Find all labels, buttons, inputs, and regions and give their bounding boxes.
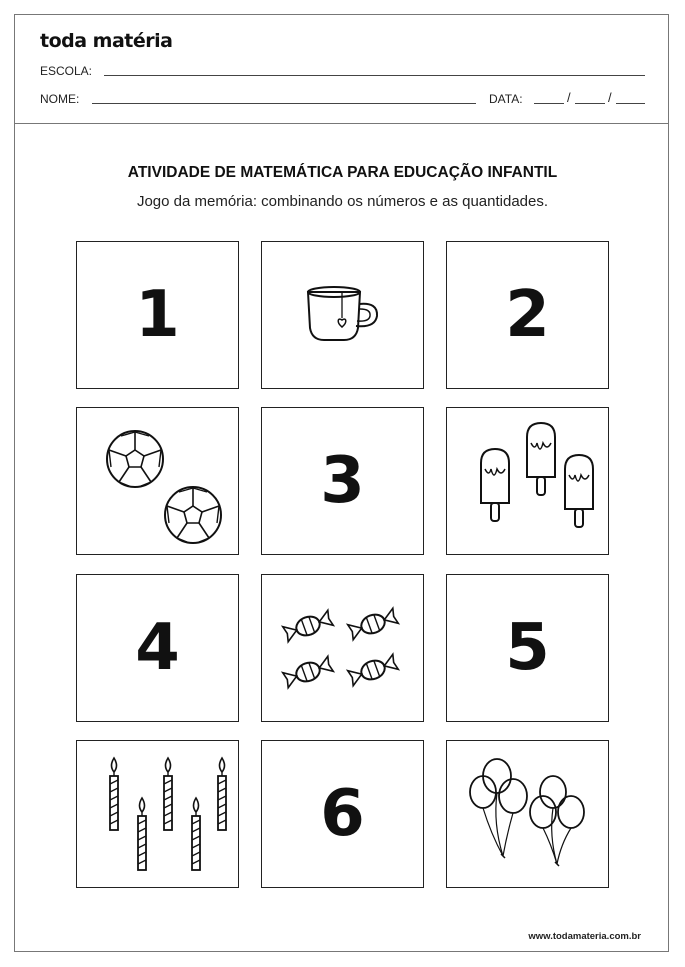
page-subtitle: Jogo da memória: combinando os números e as quantidades.: [136, 193, 549, 210]
date-separator: /: [567, 90, 571, 105]
school-label: ESCOLA:: [40, 64, 93, 78]
date-separator: /: [608, 90, 612, 105]
card-number: 6: [320, 777, 365, 851]
card-number-4[interactable]: [76, 574, 239, 722]
header-divider: [14, 123, 669, 124]
card-number: 3: [320, 444, 365, 518]
card-number: 5: [505, 611, 550, 685]
cup-icon: [298, 280, 388, 350]
candy-icon: [278, 598, 408, 698]
date-year-field[interactable]: [616, 103, 645, 104]
card-picture-cup[interactable]: [261, 241, 424, 389]
date-label: DATA:: [489, 92, 523, 106]
card-picture-candies[interactable]: [261, 574, 424, 722]
popsicle-icon: [453, 411, 603, 551]
candle-icon: [88, 744, 228, 884]
page-title: ATIVIDADE DE MATEMÁTICA PARA EDUCAÇÃO INFANTIL: [127, 164, 558, 181]
card-picture-balloons[interactable]: [446, 740, 609, 888]
footer-url[interactable]: www.todamateria.com.br: [528, 931, 641, 942]
card-number-6[interactable]: [261, 740, 424, 888]
card-number-3[interactable]: [261, 407, 424, 555]
card-number: 4: [135, 611, 180, 685]
card-number-2[interactable]: [446, 241, 609, 389]
card-picture-balls[interactable]: [76, 407, 239, 555]
card-number: 1: [135, 278, 180, 352]
school-field[interactable]: [104, 75, 645, 76]
card-picture-popsicles[interactable]: [446, 407, 609, 555]
date-month-field[interactable]: [575, 103, 605, 104]
soccer-ball-icon: [83, 411, 233, 551]
name-label: NOME:: [40, 92, 80, 106]
card-picture-candles[interactable]: [76, 740, 239, 888]
card-number-5[interactable]: [446, 574, 609, 722]
balloon-icon: [453, 744, 603, 884]
card-number: 2: [505, 278, 550, 352]
card-number-1[interactable]: [76, 241, 239, 389]
date-day-field[interactable]: [534, 103, 564, 104]
brand-logo: toda matéria: [40, 30, 173, 52]
name-field[interactable]: [92, 103, 476, 104]
